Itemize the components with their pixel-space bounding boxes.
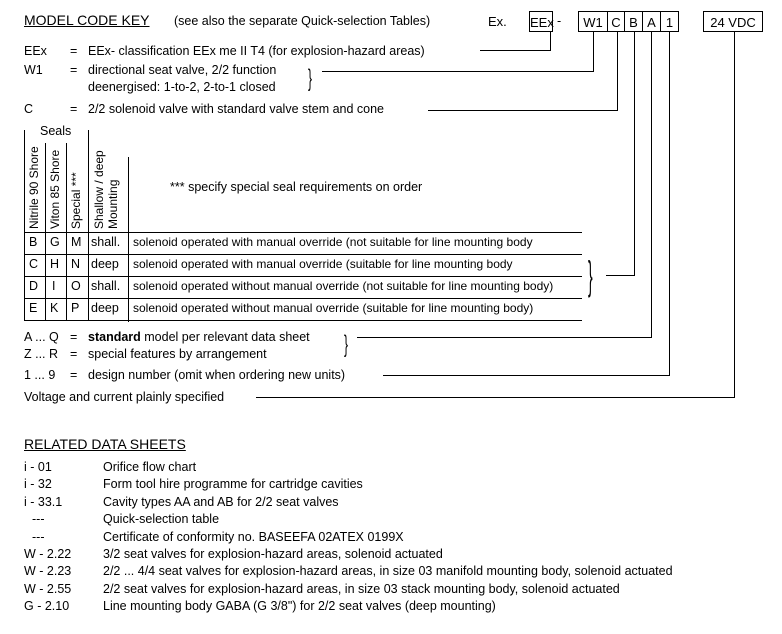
- mounting: shall.: [91, 235, 121, 249]
- section-title: MODEL CODE KEY: [24, 12, 150, 28]
- code-box-1: 1: [660, 11, 679, 32]
- key-text: special features by arrangement: [88, 347, 267, 361]
- code-box-b: B: [624, 11, 643, 32]
- sheet-id: i - 33.1: [24, 494, 63, 509]
- key-text: design number (omit when ordering new units): [88, 368, 346, 382]
- key-eq: =: [70, 368, 78, 382]
- sheet-title: Line mounting body GABA (G 3/8") for 2/2 seat valves (deep mounting): [103, 599, 496, 614]
- key-code: W1: [24, 63, 43, 77]
- seal-code: O: [71, 279, 81, 293]
- sheet-id: W - 2.22: [24, 547, 72, 561]
- header-nitrile: Nitrile 90 Shore: [27, 146, 41, 229]
- sheet-id: ---: [32, 529, 45, 544]
- seal-code: P: [71, 301, 80, 315]
- key-eq: =: [70, 63, 78, 77]
- header-mounting: Shallow / deep Mounting: [92, 150, 120, 229]
- key-eq: =: [70, 330, 78, 344]
- header-special: Special ***: [69, 172, 83, 229]
- code-box-eex: EEx: [529, 11, 553, 32]
- seal-code: D: [29, 279, 39, 293]
- voltage-text: Voltage and current plainly specified: [24, 390, 225, 404]
- brace: }: [344, 331, 349, 358]
- key-text-2: deenergised: 1-to-2, 2-to-1 closed: [88, 80, 276, 94]
- example-label: Ex.: [488, 14, 507, 29]
- seal-code: C: [29, 257, 39, 271]
- sheet-title: 2/2 ... 4/4 seat valves for explosion-hazard areas, in size 03 manifold mounting body, solenoid actuated: [103, 564, 673, 579]
- sheet-title: 2/2 seat valves for explosion-hazard areas, in size 03 stack mounting body, solenoid actuated: [103, 581, 620, 596]
- mounting: shall.: [91, 279, 121, 293]
- key-code: EEx: [24, 44, 47, 58]
- sheet-id: i - 01: [24, 460, 52, 474]
- sheet-id: i - 32: [24, 477, 52, 492]
- key-text: [88, 330, 310, 345]
- sheet-title: Cavity types AA and AB for 2/2 seat valves: [103, 494, 339, 509]
- seal-code: M: [71, 235, 82, 249]
- brace: }: [308, 65, 313, 92]
- key-code: C: [24, 102, 34, 116]
- sheet-title: Certificate of conformity no. BASEEFA 02ATEX 0199X: [103, 529, 404, 544]
- seal-code: B: [29, 235, 38, 249]
- seals-label: Seals: [40, 124, 72, 138]
- sheet-title: Form tool hire programme for cartridge cavities: [103, 477, 363, 492]
- related-title: RELATED DATA SHEETS: [24, 436, 186, 452]
- sheet-title: Quick-selection table: [103, 512, 220, 527]
- code-box-c: C: [607, 11, 625, 32]
- sheet-id: ---: [32, 512, 45, 527]
- sheet-id: W - 2.23: [24, 564, 72, 579]
- description: solenoid operated with manual override (not suitable for line mounting body: [133, 235, 533, 249]
- brace: }: [588, 254, 593, 298]
- code-box-w1: W1: [578, 11, 608, 32]
- description: solenoid operated without manual override (suitable for line mounting body): [133, 301, 534, 315]
- seal-code: N: [71, 257, 81, 271]
- description: solenoid operated without manual override (not suitable for line mounting body): [133, 279, 554, 293]
- seal-code: G: [50, 235, 60, 249]
- sheet-title: 3/2 seat valves for explosion-hazard areas, solenoid actuated: [103, 547, 443, 561]
- sheet-id: W - 2.55: [24, 581, 72, 596]
- bold-text: standard: [88, 330, 141, 344]
- code-dash: -: [557, 14, 562, 28]
- key-eq: =: [70, 44, 78, 58]
- sheet-id: G - 2.10: [24, 599, 70, 614]
- subtitle: (see also the separate Quick-selection Tables): [174, 14, 431, 28]
- sheet-title: Orifice flow chart: [103, 460, 197, 474]
- key-code: A ... Q: [24, 330, 59, 344]
- key-code: Z ... R: [24, 347, 59, 361]
- seal-code: H: [50, 257, 60, 271]
- code-box-voltage: 24 VDC: [703, 11, 763, 32]
- seal-code: I: [52, 279, 56, 293]
- key-text: 2/2 solenoid valve with standard valve stem and cone: [88, 102, 385, 116]
- table-note: *** specify special seal requirements on order: [170, 180, 423, 194]
- header-viton: Viton 85 Shore: [48, 149, 62, 229]
- mounting: deep: [91, 257, 119, 271]
- mounting: deep: [91, 301, 119, 315]
- seal-code: K: [50, 301, 59, 315]
- description: solenoid operated with manual override (suitable for line mounting body: [133, 257, 513, 271]
- key-text-rest: model per relevant data sheet: [140, 330, 310, 344]
- key-eq: =: [70, 102, 78, 116]
- key-text: directional seat valve, 2/2 function: [88, 63, 277, 77]
- seal-code: E: [29, 301, 38, 315]
- code-box-a: A: [642, 11, 661, 32]
- key-code: 1 ... 9: [24, 368, 56, 382]
- key-text: EEx- classification EEx me II T4 (for explosion-hazard areas): [88, 44, 425, 58]
- key-eq: =: [70, 347, 78, 361]
